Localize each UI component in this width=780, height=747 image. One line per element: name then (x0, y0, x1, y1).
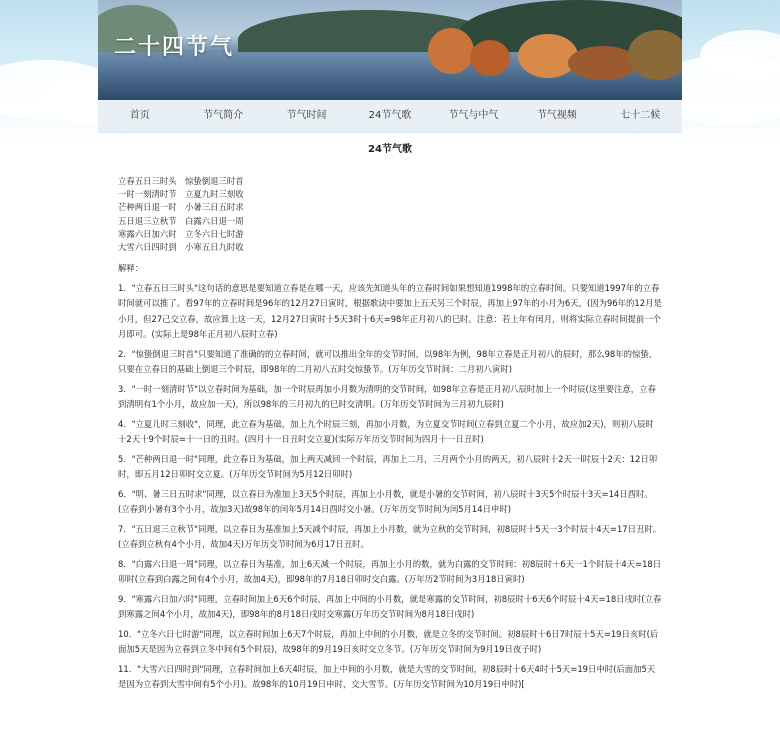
poem-line: 一时一刻清时节 立夏九时三刻收 (118, 189, 244, 200)
explanation-paragraph: 5．"芒种两日退一时"同理，此立春日为基础，加上两天减回一个时辰，再加上二月，三月两个小月的两天，初八辰时十2天一l时辰十2天：12日卯时，即五月12日卯时交立夏。(万年历交节时间为5月12日卯时) (118, 453, 658, 480)
explanation-paragraph: 8．"白露六日退一周"同理，以立春日为基准，加上6天减一个时辰，再加上小月的数，就为白露的交节时间：初8辰时＋6天一1个时辰十4天=18日卯时(立春到白露之间有4个小月，故加4天)，即98年的7月18日卯时交白露。(万年历2节时间为3月18日寅时) (118, 558, 662, 585)
explanation-paragraph: 1．"立春五日三时头"这句话的意思是要知道立春是在哪一天，应该先知道头年的立春时间如果想知道1998年的立春时间。只要知道1997年的立春时间就可以推了。看97年的立春时间是96年的12月27日寅时，根据歌诀中要加上五天另三个时辰，再加上97年的小月为6天，(因为96年的12月是小月，但27己交立春，故应算上这一天，12月27日寅时十5天3时十6天=98年正月初八的巳时。注意：若上年有闰月，则将实际立春时间提前一个月即可。(实际上是98年正月初八辰时立春) (118, 282, 662, 340)
explanation-paragraph: 6．"明、暑三日五时求"同理，以立春日为准加上3天5个时辰，再加上小月数，就是小暑的交节时间，初八辰时十3天5个时辰十3天=14日酉时。(立春到小暑有3个小月，故加3天)故98年的闰年5月14日酉时交小暑。(万年历交节时间为闰5月14日申时) (118, 488, 653, 515)
autumn-tree (470, 40, 510, 76)
autumn-tree (628, 30, 682, 80)
explanation-paragraph: 10．"立冬六日七时游"同理，以立春时间加上6天7个时辰，再加上中间的小月数，就是立冬的交节时间。初8辰时十6日7时辰十5天=19日亥时(后面加5天是因为立春到立冬中间有5个时辰)，故98年的9月19日亥时交立冬节。(万年历交节时间为9月19日夜子时) (118, 628, 659, 655)
nav-72hou[interactable]: 七十二候 (620, 110, 661, 121)
page-title: 24节气歌 (368, 144, 412, 155)
explanation-paragraph: 2．"惊蛰倒退三时首"只要知道了准确的的立春时间，就可以推出全年的交节时间，以98年为例，98年立春是正月初八的辰时，那么98年的惊蛰，只要在立春日的基础上倒退三个时辰，即98年的二月初八五时交惊蛰节。(万年历交节时间：二月初八寅时) (118, 348, 658, 375)
nav-intro[interactable]: 节气简介 (203, 110, 244, 121)
poem-line: 立春五日三时头 惊蛰倒退三时首 (118, 176, 244, 186)
explanation-heading: 解释： (118, 263, 144, 274)
poem-line: 芒种两日退一时 小暑三日五时求 (118, 202, 244, 213)
explanation-paragraph: 11．"大雪六日四时到"同理，立春时间加上6天4时辰，加上中间的小月数，就是大雪的交节时间，初8辰时十6天4时十5天=19日申时(后面加5天是因为立春到大雪中间有5个小月)。故98年的10月19日申时，交大雪节。(万年历交节时间为10月19日申时)[ (118, 663, 656, 690)
explanation-paragraph: 7．"五日退三立秋节"同理，以立春日为基准加上5天减个时辰，再加上小月数，就为立秋的交节时间，初8辰时十5天一3个时辰十4天=17日丑时。(立春到立秋有4个小月，故加4天)万年历交节时间为6月17日丑时。 (118, 523, 662, 550)
header-banner (98, 0, 682, 100)
nav-time[interactable]: 节气时间 (286, 110, 327, 121)
poem-line: 寒露六日加六时 立冬六日七时游 (118, 228, 244, 239)
article-content (98, 143, 682, 693)
nav-song[interactable]: 24节气歌 (368, 110, 412, 121)
page-wrapper (98, 0, 682, 697)
explanation-paragraph: 9．"寒露六日加六时"同理，立春时间加上6天6个时辰，再加上中间的小月数，就是寒露的交节时间，初8辰时十6天6个时辰十4天=18日戌时(立春到寒露之间4个小月，故加4天)，即98年的8月18日戌时交寒露(万年历交节时间为8月18日戌时) (118, 593, 662, 620)
poem-line: 五日退三立秋节 白露六日退一周 (118, 215, 244, 226)
explanation-paragraph: 3．"一时一刻清时节"以立春时间为基础，加一个时辰再加小月数为清明的交节时间，如98年立春是正月初八辰时加上一个时辰(这里要注意，立春到清明有1个小月，故应加一天)，所以98年的三月初九的巳时交清明。(万年历交节时间为三月初九辰时) (118, 383, 656, 410)
poem-block (118, 175, 662, 254)
nav-zhongqi[interactable]: 节气与中气 (448, 110, 499, 121)
poem-line: 大雪六日四时到 小寒五日九时收 (118, 242, 244, 253)
autumn-tree (518, 34, 578, 78)
main-nav (98, 100, 682, 133)
site-logo[interactable]: 二十四节气 (114, 34, 235, 60)
autumn-tree (428, 28, 474, 74)
nav-home[interactable]: 首页 (129, 110, 150, 121)
explanation-paragraph: 4．"立夏儿时三刻收"，同理，此立春为基础，加上九个时辰三刻，再加小月数，为立夏交节时间(立春到立夏二个小月，故应加2天)，则初八辰时十2天十9个时辰=十一日的丑时。(四月十一日丑时交立夏)(实际万年历交节时间为四月十一日丑时) (118, 418, 654, 445)
nav-video[interactable]: 节气视频 (536, 110, 577, 121)
